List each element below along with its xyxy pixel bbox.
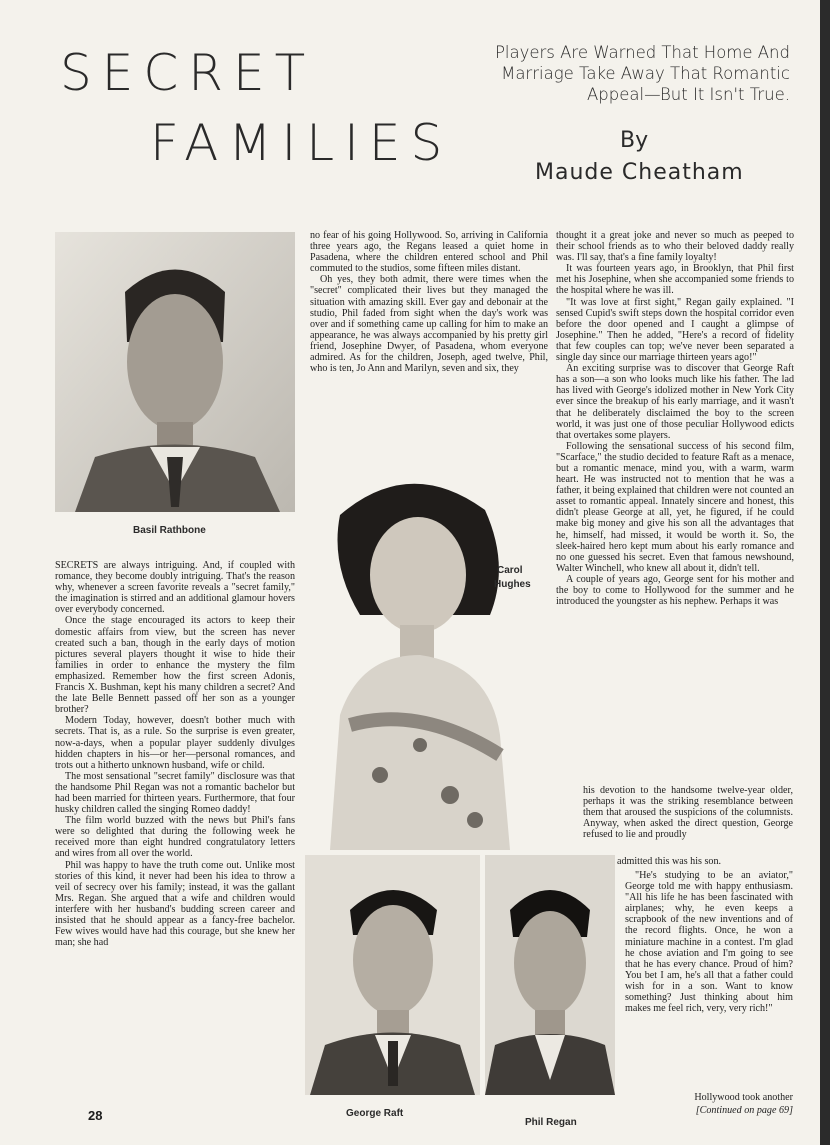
col3-paragraph-6: A couple of years ago, George sent for his mother and the boy to come to Hollywood for the summer and he introduced the youngster as his nephew. Perhaps it was xyxy=(556,573,794,608)
article-column-1 xyxy=(55,560,295,1100)
byline-author: Maude Cheatham xyxy=(535,160,744,185)
col3-paragraph-1: thought it a great joke and never so much as peeped to their school friends as to who their beloved daddy really was. I'll say, that's a fine family loyalty! xyxy=(556,230,794,264)
title-secret: SECRET xyxy=(60,44,316,102)
deck-subtitle: Players Are Warned That Home And Marriage Take Away That Romantic Appeal—But It Isn't True. xyxy=(494,43,790,104)
photo-basil-rathbone xyxy=(55,232,295,512)
caption-phil-regan: Phil Regan xyxy=(525,1117,577,1128)
col3d-paragraph-1: "He's studying to be an aviator," George told me with happy enthusiasm. "All his life he has been fascinated with airplanes; why, he even keeps a scrapbook of the new inventions and of the record flights. Once, he won a miniature machine in a contest. I'm glad he chose aviation and I'm going to see that he has every chance. Proud of him? You bet I am, he's all that a father could wish for in a son. Want to know something? Just thinking about him makes me feel rich, very, very rich!" xyxy=(625,870,793,1015)
col3-paragraph-4: An exciting surprise was to discover that George Raft has a son—a son who looks much like his father. The lad has lived with George's idolized mother in New York City ever since the breakup of his early marriage, and it wasn't that he deliberately disclaimed the boy to the screen world, it was just one of those peculiar Hollywood edicts that overtakes some players. xyxy=(556,363,794,441)
article-column-3e xyxy=(648,1092,793,1105)
continued-text: [Continued on page 69] xyxy=(695,1105,793,1116)
article-column-3b xyxy=(583,785,793,855)
col3-paragraph-3: "It was love at first sight," Regan gaily explained. "I sensed Cupid's swift steps down the hospital corridor even before the door opened and I caught a glimpse of Josephine." Then he added, "Here's a record of fidelity that few couples can top; we've never been separated a single day since our marriage thirteen years ago!" xyxy=(556,296,794,364)
photo-carol-hughes xyxy=(300,455,550,850)
col1-paragraph-3: Modern Today, however, doesn't bother much with secrets. That is, as a rule. So the surprise is even greater, now-a-days, when a popular player suddenly divulges hidden chapters in his—or her—personal romances, and trots out a hitherto unknown husband, wife or child. xyxy=(55,715,295,771)
article-column-3d xyxy=(625,870,793,1088)
page-edge xyxy=(820,0,830,1145)
article-column-3c xyxy=(617,856,793,870)
col1-paragraph-5: The film world buzzed with the news but Phil's fans were so delighted that during the following week he received more than eight hundred congratulatory letters and wires from all over the world. xyxy=(55,815,295,860)
col1-paragraph-1: SECRETS are always intriguing. And, if coupled with romance, they become doubly intriguing. That's the reason why, whenever a screen favorite reveals a "secret family," the imagination is stirred and an additional glamour hovers over everybody concerned. xyxy=(55,560,295,616)
col3c-text: admitted this was his son. xyxy=(617,856,722,867)
title-families: FAMILIES xyxy=(150,114,453,172)
col2-paragraph-2: Oh yes, they both admit, there were times when the "secret" complicated their lives but they managed the situation with amazing skill. Ever gay and debonair at the studio, Phil faded from sight when the day's work was over and if something came up calling for him to make an appearance, he was always accompanied by his pretty girl friend, Josephine Dwyer, of Pasadena, whom everyone admired. As for the children, Joseph, aged twelve, Phil, who is ten, Jo Ann and Marilyn, seven and six, they xyxy=(310,274,548,375)
col1-paragraph-6: Phil was happy to have the truth come out. Unlike most stories of this kind, it never had been his idea to throw a veil of secrecy over his family; instead, it was the gallant Mrs. Regan. She argued that a wife and children would interfere with her husband's budding screen career and insisted that he should appear as a fancy-free bachelor. Few wives would have had this courage, but she knew her man; she had xyxy=(55,859,295,949)
article-column-3 xyxy=(556,230,794,840)
col3b-text: his devotion to the handsome twelve-year older, perhaps it was the striking resemblance between them that aroused the suspicions of the columnists. Anyway, when asked the direct question, George refused to lie and proudly xyxy=(583,785,793,841)
col3-paragraph-2: It was fourteen years ago, in Brooklyn, that Phil first met his Josephine, when she accompanied some friends to the hospital where he was ill. xyxy=(556,263,794,297)
continued-line xyxy=(630,1105,793,1119)
col1-paragraph-4: The most sensational "secret family" disclosure was that the handsome Phil Regan was not a romantic bachelor but had been married for thirteen years. Furthermore, that four husky children called the singing Romeo daddy! xyxy=(55,770,295,816)
photo-phil-regan xyxy=(485,855,615,1095)
col1-paragraph-2: Once the stage encouraged its actors to keep their domestic affairs from view, but the screen has never created such a ban, though in the early days of motion pictures several players thought it wise to hide their families in order to enhance the mystery the film emphasized. Remember how the first screen Adonis, Francis X. Bushman, kept his many children a secret? And the late Belle Bennett passed off her son as a younger brother? xyxy=(55,615,295,716)
caption-carol-line1: Carol xyxy=(497,565,523,576)
caption-basil-rathbone: Basil Rathbone xyxy=(133,525,206,536)
caption-carol-line2: Hughes xyxy=(494,579,531,590)
col3-paragraph-5: Following the sensational success of his second film, "Scarface," the studio decided to feature Raft as a menace, but a romantic menace, mind you, with a warm, warm heart. He was instructed not to mention that he was a father, it being explained that children were not counted an asset to romantic appeal. Innately sincere and honest, this didn't please George at all, yet, he figured, if he could make big money and give his son all the advantages that he, himself, had missed, it would be worth it. So, the sleek-haired hero kept mum about his early romance and no one guessed his secret. Even that famous newshound, Walter Winchell, who knew all about it, didn't tell. xyxy=(556,440,794,574)
caption-george-raft: George Raft xyxy=(346,1108,404,1119)
article-column-2 xyxy=(310,230,548,460)
photo-george-raft xyxy=(305,855,480,1095)
col3e-text: Hollywood took another xyxy=(694,1092,793,1103)
byline-by: By xyxy=(620,128,649,153)
page-number: 28 xyxy=(88,1108,103,1123)
col2-paragraph-1: no fear of his going Hollywood. So, arriving in California three years ago, the Regans leased a quiet home in Pasadena, where the children entered school and Phil commuted to the studios, some fifteen miles distant. xyxy=(310,230,548,275)
